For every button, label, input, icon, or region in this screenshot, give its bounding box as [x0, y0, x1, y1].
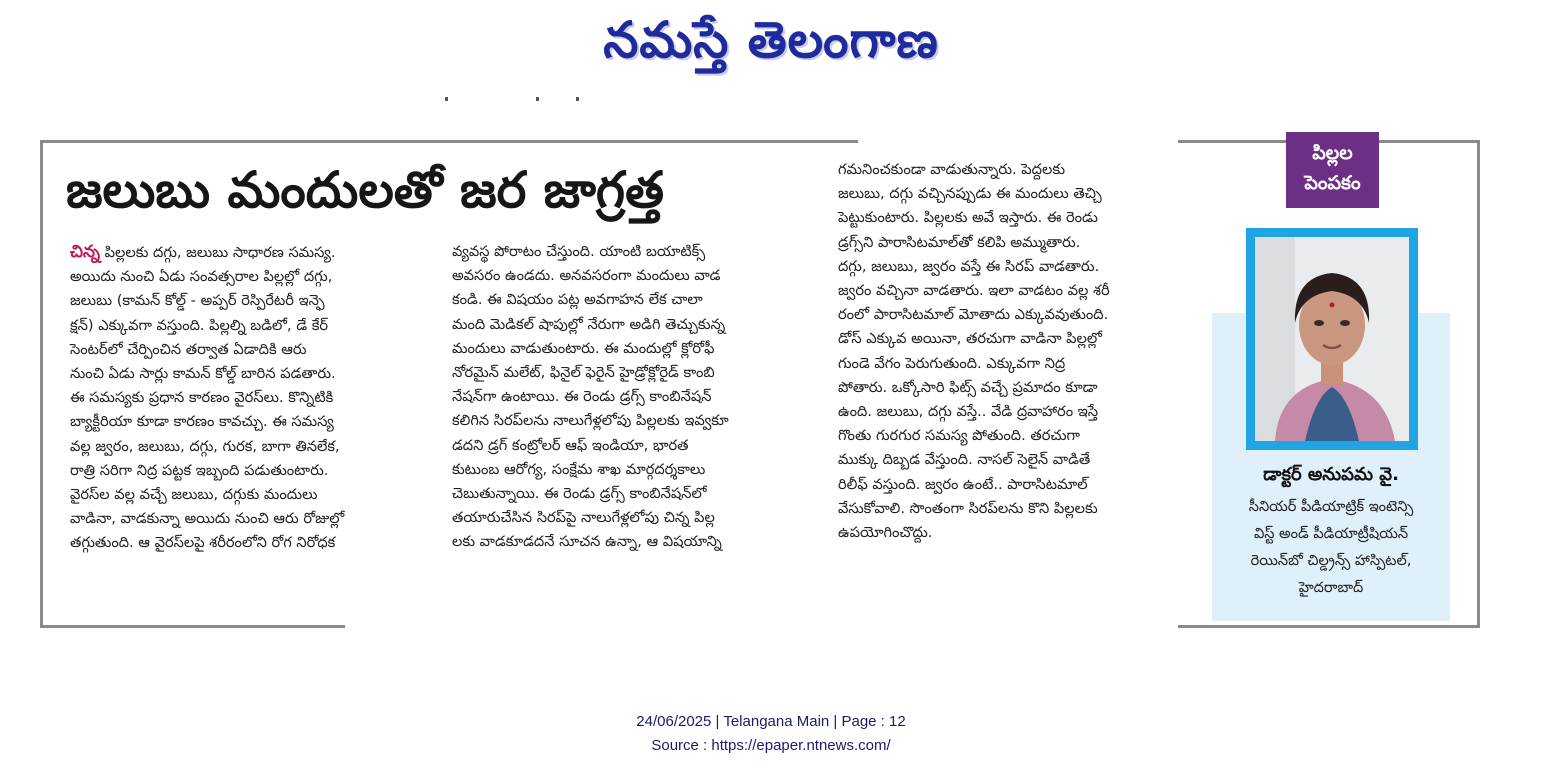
text-line: వల్ల జ్వరం, జలుబు, దగ్గు, గురక, బాగా తినలేక, [70, 437, 340, 455]
section-tag [1286, 132, 1379, 208]
article-column-2 [452, 240, 802, 555]
footer-source: Source : https://epaper.ntnews.com/ [651, 737, 891, 754]
text-line: పోతారు. ఒక్కోసారి ఫిట్స్ వచ్చే ప్రమాదం కూడా [838, 378, 1098, 396]
text-line: జ్వరం వచ్చినా వాడతారు. ఇలా వాడటం వల్ల శరీ [838, 282, 1110, 300]
text-line: నుంచి ఏడు సార్లు కామన్ కోల్డ్ బారిన పడతారు. [70, 365, 336, 383]
text-line: మంది మెడికల్ షాపుల్లో నేరుగా అడిగి తెచ్చుకున్న [452, 315, 726, 333]
doctor-name: డాక్టర్ అనుపమ వై. [1263, 464, 1399, 485]
text-line: నోరమైన్ మలేట్, ఫినైల్ ఫెరైన్ హైడ్రోక్లోరైడ్ కాంబి [452, 364, 715, 382]
designation-line: విస్ట్ అండ్ పీడియాట్రీషియన్ [1253, 526, 1409, 542]
frame-bottom-right [1178, 625, 1480, 628]
text-line: దగ్గు, జలుబు, జ్వరం వస్తే ఈ సిరప్ వాడతారు. [838, 257, 1100, 275]
text-line: మందులు వాడుతుంటారు. ఈ మందుల్లో క్లోరోఫీ [452, 339, 715, 357]
text-line: అయిదు నుంచి ఏడు సంవత్సరాల పిల్లల్లో దగ్గు, [70, 268, 333, 286]
designation-line: రెయిన్‌బో చిల్డ్రన్స్ హాస్పిటల్, [1250, 553, 1412, 569]
doctor-photo [1246, 228, 1418, 450]
text-line: డదని డ్రగ్ కంట్రోలర్ ఆఫ్ ఇండియా, భారత [452, 436, 689, 454]
article-headline: జలుబు మందులతో జర జాగ్రత్త [66, 161, 664, 219]
text-line: క్షన్) ఎక్కువగా వస్తుంది. పిల్లల్ని బడిలో, డే కేర్ [70, 316, 329, 334]
text-line: తయారుచేసిన సిరప్‌పై నాలుగేళ్లలోపు చిన్న పిల్ల [452, 509, 715, 527]
frame-left [40, 140, 43, 628]
text-line: సెంటర్‌లో చేర్పించిన తర్వాత ఏడాదికి ఆరు [70, 340, 307, 358]
section-tag-line2: పెంపకం [1304, 172, 1361, 194]
text-line: ఈ సమస్యకు ప్రధాన కారణం వైరస్‌లు. కొన్నిటికి [70, 389, 334, 407]
text-line: గొంతు గురగుర సమస్య పోతుంది. తరచుగా [838, 427, 1080, 445]
section-tag-line1: పిల్లల [1312, 142, 1353, 164]
text-line: జలుబు, దగ్గు వచ్చినప్పుడు ఈ మందులు తెచ్చి [838, 185, 1102, 203]
frame-top-left [40, 140, 858, 143]
text-line: గుండె వేగం పెరుగుతుంది. ఎక్కువగా నిద్ర [838, 354, 1066, 372]
text-line: వాడినా, వాడకున్నా అయిదు నుంచి ఆరు రోజుల్లో [70, 510, 345, 528]
text-line: వైరస్‌ల వల్ల వచ్చే జలుబు, దగ్గుకు మందులు [70, 486, 318, 504]
designation-line: సీనియర్ పీడియాట్రిక్ ఇంటెన్సి [1248, 499, 1414, 515]
text-line: నేషన్‌గా ఉంటాయి. ఈ రెండు డ్రగ్స్ కాంబినేషన్ [452, 388, 712, 406]
text-line: డ్రగ్స్‌ని పారాసిటమాల్‌తో కలిపి అమ్ముతారు. [838, 233, 1081, 251]
text-line: జలుబు (కామన్ కోల్డ్ - అప్పర్ రెస్పిరేటరీ ఇన్ఫె [70, 292, 325, 310]
article-column-1 [70, 240, 415, 556]
text-line: రంలో పారాసిటమాల్ మోతాదు ఎక్కువవుతుంది. [838, 306, 1109, 324]
text-line: చిన్న పిల్లలకు దగ్గు, జలుబు సాధారణ సమస్య. [70, 242, 336, 262]
lead-word: చిన్న [70, 242, 101, 262]
text-line: ఉంది. జలుబు, దగ్గు వస్తే.. వేడి ద్రవాహారం ఇస్తే [838, 403, 1099, 421]
text-line: పెట్టుకుంటారు. పిల్లలకు అవే ఇస్తారు. ఈ రెండు [838, 209, 1098, 227]
text-line: లకు వాడకూడదనే సూచన ఉన్నా, ఆ విషయాన్ని [452, 533, 722, 551]
page-footer [0, 710, 1542, 758]
text-line: రిలీఫ్ వస్తుంది. జ్వరం ఉంటే.. పారాసిటమాల్ [838, 475, 1088, 493]
article-column-3 [838, 158, 1183, 545]
text-line: తగ్గుతుంది. ఆ వైరస్‌లపై శరీరంలోని రోగ నిరోధక [70, 534, 336, 552]
designation-line: హైదరాబాద్ [1298, 580, 1364, 596]
text-line: డోస్ ఎక్కువ అయినా, తరచుగా వాడినా పిల్లల్లో [838, 330, 1102, 348]
doctor-designation [1212, 494, 1450, 602]
text-line: వ్యవస్థ పోరాటం చేస్తుంది. యాంటి బయాటిక్స్ [452, 243, 706, 260]
text-line: కలిగిన సిరప్‌లను నాలుగేళ్లలోపు పిల్లలకు ఇవ్వకూ [452, 412, 729, 430]
text-line: అవసరం ఉండదు. అనవసరంగా మందులు వాడ [452, 267, 721, 285]
text-line: రాత్రి సరిగా నిద్ర పట్టక ఇబ్బంది పడుతుంటారు. [70, 461, 329, 479]
text-line: ముక్కు దిబ్బడ వేస్తుంది. నాసల్ సెలైన్ వాడితే [838, 451, 1091, 469]
text-line: వేసుకోవాలి. సొంతంగా సిరప్‌లను కొని పిల్లలకు [838, 499, 1098, 517]
masthead-specks [440, 97, 600, 103]
frame-right [1477, 140, 1480, 628]
doctor-portrait-image [1255, 237, 1409, 441]
text-line: ఉపయోగించొద్దు. [838, 524, 933, 542]
text-line: గమనించకుండా వాడుతున్నారు. పెద్దలకు [838, 161, 1066, 178]
text-line: బ్యాక్టీరియా కూడా కారణం కావచ్చు. ఈ సమస్య [70, 413, 334, 431]
text-line: చెబుతున్నాయి. ఈ రెండు డ్రగ్స్ కాంబినేషన్‌లో [452, 485, 707, 503]
frame-bottom-left [40, 625, 345, 628]
text-line: కండి. ఈ విషయం పట్ల అవగాహన లేక చాలా [452, 291, 703, 309]
footer-date-edition: 24/06/2025 | Telangana Main | Page : 12 [636, 713, 906, 730]
text-line: కుటుంబ ఆరోగ్య, సంక్షేమ శాఖ మార్గదర్శకాలు [452, 460, 706, 478]
masthead-title: నమస్తే తెలంగాణ [603, 11, 939, 69]
